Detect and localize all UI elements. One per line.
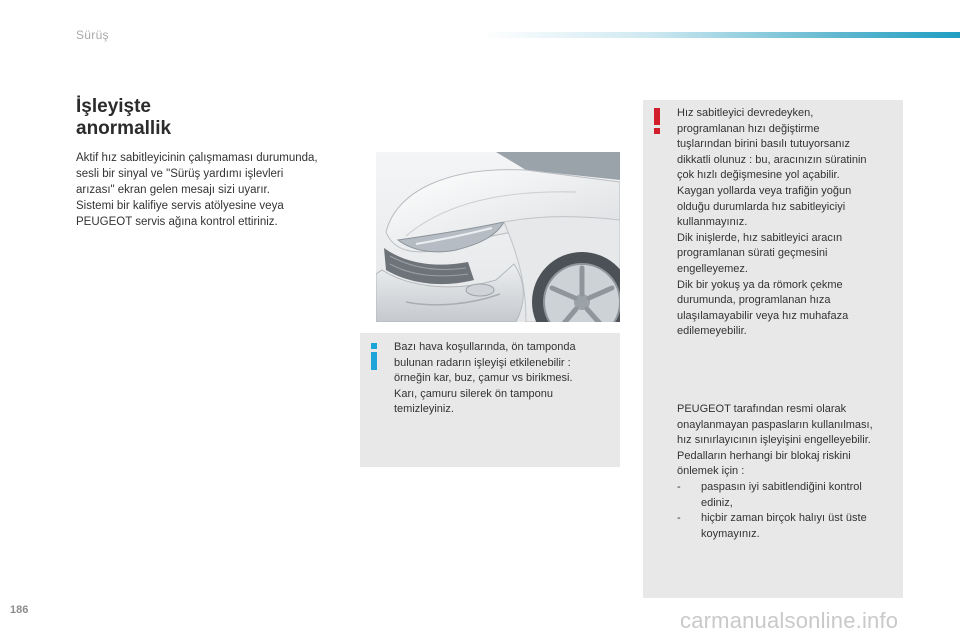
info-note-line: örneğin kar, buz, çamur vs birikmesi. bbox=[394, 372, 573, 385]
paragraph-line: Aktif hız sabitleyicinin çalışmaması durumunda, bbox=[76, 152, 318, 164]
bullet-line: koymayınız. bbox=[701, 527, 760, 540]
paragraph-line: PEUGEOT servis ağına kontrol ettiriniz. bbox=[76, 216, 278, 228]
paragraph-line: arızası" ekran gelen mesajı sizi uyarır. bbox=[76, 184, 270, 196]
warning-note-line: Hız sabitleyici devredeyken, bbox=[677, 107, 814, 119]
page-title bbox=[76, 96, 336, 140]
warning-note-line: edilemeyebilir. bbox=[677, 325, 747, 338]
warning-note-line: Dik bir yokuş ya da römork çekme bbox=[677, 278, 843, 291]
mats-note-line: hız sınırlayıcının işleyişini engelleyebilir. bbox=[677, 434, 871, 447]
warning-note-text bbox=[677, 106, 899, 340]
info-note-line: bulunan radarın işleyişi etkilenebilir : bbox=[394, 356, 571, 369]
bullet-line: ediniz, bbox=[701, 496, 733, 509]
warning-icon bbox=[653, 108, 661, 134]
page-title-line-2: anormallik bbox=[76, 118, 172, 139]
warning-note-line: çok hızlı değişmesine yol açabilir. bbox=[677, 169, 840, 182]
info-icon bbox=[370, 343, 378, 371]
warning-note-line: Dik inişlerde, hız sabitleyici aracın bbox=[677, 231, 843, 244]
header-gradient-bar bbox=[480, 32, 960, 38]
warning-note-line: programlanan hızı değiştirme bbox=[677, 122, 820, 135]
info-note-line: temizleyiniz. bbox=[394, 403, 454, 416]
mats-note-line: PEUGEOT tarafından resmi olarak bbox=[677, 403, 847, 415]
bullet-line: paspasın iyi sabitlendiğini kontrol bbox=[701, 480, 862, 493]
page-number: 186 bbox=[10, 604, 29, 616]
list-item bbox=[677, 480, 901, 511]
warning-note-line: olduğu durumlarda hız sabitleyiciyi bbox=[677, 200, 846, 213]
bullet-dash: - bbox=[677, 480, 681, 493]
bullet-dash: - bbox=[677, 512, 681, 525]
warning-note-box bbox=[643, 100, 903, 598]
warning-note-line: tuşlarından birini basılı tutuyorsanız bbox=[677, 138, 851, 151]
warning-note-line: engelleyemez. bbox=[677, 262, 748, 275]
mats-bullet-list bbox=[677, 480, 901, 542]
section-label: Sürüş bbox=[76, 28, 109, 42]
warning-note-line: durumunda, programlanan hıza bbox=[677, 294, 831, 307]
car-front-illustration bbox=[376, 152, 620, 322]
mats-note-line: önlemek için : bbox=[677, 465, 745, 478]
bullet-line: hiçbir zaman birçok halıyı üst üste bbox=[701, 512, 867, 525]
warning-note-line: Kaygan yollarda veya trafiğin yoğun bbox=[677, 184, 852, 197]
paragraph-line: sesli bir sinyal ve "Sürüş yardımı işlevleri bbox=[76, 168, 284, 180]
info-note-text bbox=[394, 340, 616, 418]
warning-note-line: programlanan sürati geçmesini bbox=[677, 247, 828, 260]
warning-note-line: dikkatli olunuz : bu, aracınızın süratinin bbox=[677, 153, 867, 166]
floor-mats-note bbox=[677, 402, 901, 542]
info-note-line: Karı, çamuru silerek ön tamponu bbox=[394, 387, 553, 400]
paragraph-line: Sistemi bir kalifiye servis atölyesine veya bbox=[76, 200, 284, 212]
warning-note-line: kullanmayınız. bbox=[677, 216, 748, 229]
page-title-line-1: İşleyişte bbox=[76, 96, 151, 117]
mats-note-line: Pedalların herhangi bir blokaj riskini bbox=[677, 449, 851, 462]
mats-note-line: onaylanmayan paspasların kullanılması, bbox=[677, 418, 873, 431]
watermark: carmanualsonline.info bbox=[680, 608, 899, 633]
info-note-box bbox=[360, 333, 620, 467]
warning-note-line: ulaşılamayabilir veya hız muhafaza bbox=[677, 309, 849, 322]
main-paragraph bbox=[76, 150, 366, 230]
info-note-line: Bazı hava koşullarında, ön tamponda bbox=[394, 341, 576, 353]
list-item bbox=[677, 511, 901, 542]
